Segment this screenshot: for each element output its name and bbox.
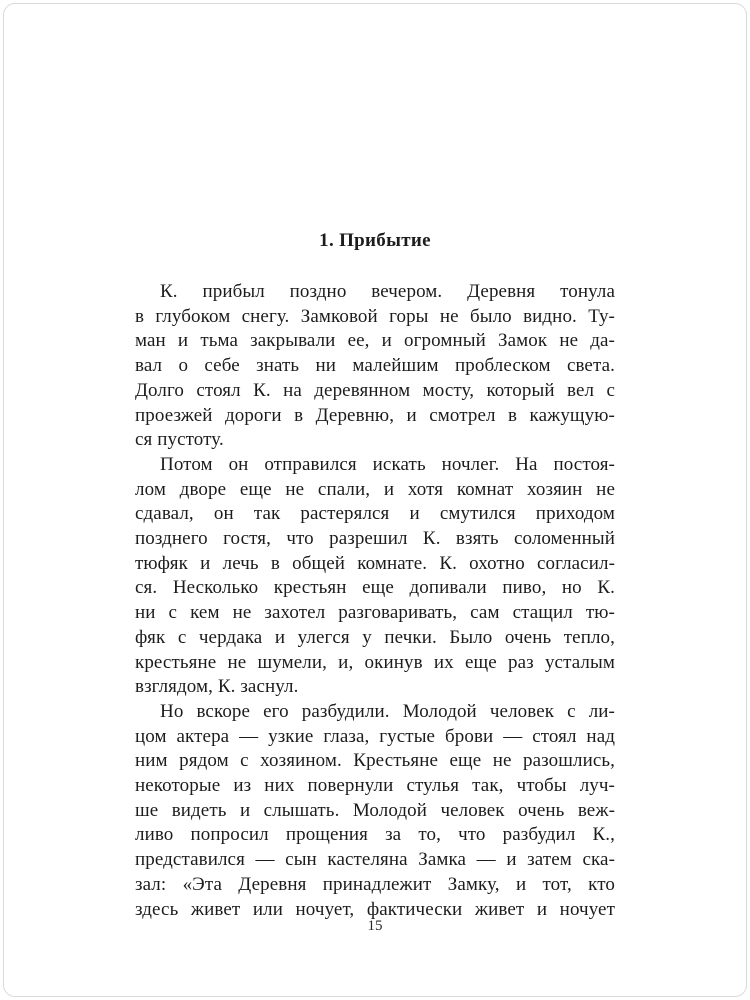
text-line: ним рядом с хозяином. Крестьяне еще не разошлись,: [135, 750, 615, 772]
text-line: проезжей дороги в Деревню, и смотрел в кажущую-: [135, 404, 615, 426]
text-line: Потом он отправился искать ночлег. На постоя-: [160, 453, 615, 475]
chapter-heading: 1. Прибытие: [319, 230, 431, 251]
text-line: лом дворе еще не спали, и хотя комнат хозяин не: [135, 478, 615, 500]
text-line: ся. Несколько крестьян еще допивали пиво, но К.: [135, 577, 615, 599]
text-line: фяк с чердака и улегся у печки. Было очень тепло,: [135, 626, 615, 648]
text-line: Долго стоял К. на деревянном мосту, который вел с: [135, 379, 615, 401]
text-line: взглядом, К. заснул.: [135, 676, 299, 698]
text-line: зал: «Эта Деревня принадлежит Замку, и тот, кто: [135, 873, 615, 895]
text-line: К. прибыл поздно вечером. Деревня тонула: [160, 281, 615, 302]
text-line: цом актера — узкие глаза, густые брови — стоял над: [135, 725, 615, 747]
text-line: Но вскоре его разбудили. Молодой человек с ли-: [160, 700, 615, 722]
text-line: ни с кем не захотел разговаривать, сам стащил тю-: [135, 602, 615, 624]
paragraph: [135, 700, 615, 922]
text-line: сдавал, он так растерялся и смутился приходом: [135, 503, 615, 525]
paragraph: [135, 453, 615, 700]
text-line: ман и тьма закрывали ее, и огромный Замок не да-: [135, 330, 615, 352]
text-block: [135, 230, 615, 922]
paragraphs-container: [135, 280, 615, 922]
text-line: вал о себе знать ни малейшим проблеском света.: [135, 355, 615, 377]
text-line: позднего гостя, что разрешил К. взять соломенный: [135, 528, 615, 550]
text-line: в глубоком снегу. Замковой горы не было видно. Ту-: [135, 305, 615, 327]
text-line: ся пустоту.: [135, 429, 224, 451]
text-line: тюфяк и лечь в общей комнате. К. охотно согласил-: [135, 552, 615, 574]
page-number: 15: [367, 918, 383, 934]
text-line: ливо попросил прощения за то, что разбудил К.,: [135, 824, 615, 846]
text-line: некоторые из них повернули стулья так, чтобы луч-: [135, 775, 615, 797]
text-line: представился — сын кастеляна Замка — и затем ска-: [135, 849, 615, 871]
text-line: ше видеть и слышать. Молодой человек очень веж-: [135, 799, 615, 821]
paragraph: [135, 280, 615, 453]
text-line: крестьяне не шумели, и, окинув их еще раз усталым: [135, 651, 615, 673]
text-line: здесь живет или ночует, фактически живет и ночует: [135, 898, 615, 920]
